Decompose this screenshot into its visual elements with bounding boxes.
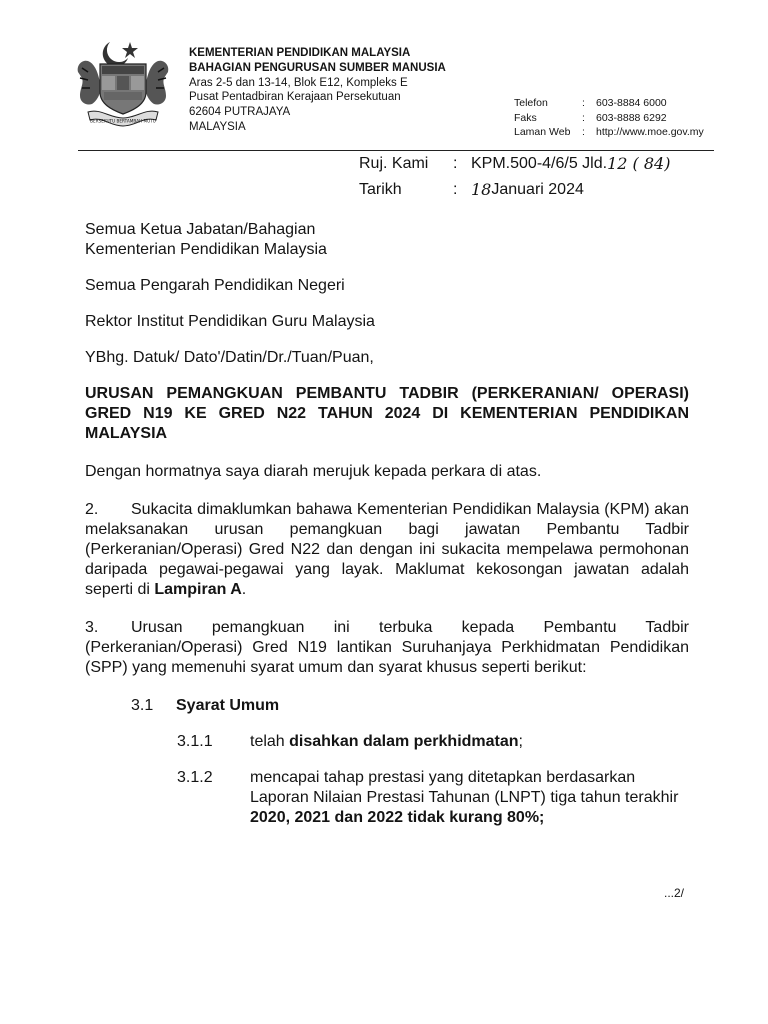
- salutation: YBhg. Datuk/ Dato'/Datin/Dr./Tuan/Puan,: [85, 349, 374, 366]
- date-value: Januari 2024: [491, 181, 584, 198]
- letter-subject: URUSAN PEMANGKUAN PEMBANTU TADBIR (PERKERANIAN/ OPERASI) GRED N19 KE GRED N22 TAHUN 2024 DI KEMENTERIAN PENDIDIKAN MALAYSIA: [85, 385, 689, 442]
- website-link[interactable]: http://www.moe.gov.my: [596, 126, 704, 138]
- contact-website: Laman Web : http://www.moe.gov.my: [514, 126, 704, 138]
- date-row: Tarikh : 18 Januari 2024: [359, 177, 670, 203]
- letter-body: [85, 220, 689, 828]
- reference-number: KPM.500-4/6/5 Jld.: [471, 155, 608, 172]
- recipient-line: Kementerian Pendidikan Malaysia: [85, 241, 327, 258]
- crest-motto: BERSEKUTU BERTAMBAH MUTU: [90, 118, 156, 124]
- address-line: 62604 PUTRAJAYA: [189, 106, 291, 119]
- contact-fax: Faks : 603-8888 6292: [514, 111, 667, 124]
- handwritten-day: 18: [471, 180, 492, 199]
- division-name: BAHAGIAN PENGURUSAN SUMBER MANUSIA: [189, 61, 446, 74]
- attachment-reference: Lampiran A: [154, 581, 242, 598]
- ministry-name: KEMENTERIAN PENDIDIKAN MALAYSIA: [189, 47, 411, 59]
- item-3-1-2: 3.1.2 mencapai tahap prestasi yang ditetapkan berdasarkan Laporan Nilaian Prestasi Tahunan (LNPT) tiga tahun terakhir 2020, 2021 dan 2022 tidak kurang 80%;: [177, 769, 679, 826]
- address-line: Pusat Pentadbiran Kerajaan Persekutuan: [189, 91, 401, 104]
- recipient-line: Semua Ketua Jabatan/Bahagian: [85, 221, 316, 238]
- section-3-1-heading: 3.1 Syarat Umum: [131, 697, 280, 714]
- item-3-1-1: 3.1.1 telah disahkan dalam perkhidmatan;: [177, 733, 523, 750]
- recipient-line: Rektor Institut Pendidikan Guru Malaysia: [85, 313, 375, 330]
- paragraph-2: 2. Sukacita dimaklumkan bahawa Kementerian Pendidikan Malaysia (KPM) akan melaksanakan urusan pemangkuan bagi jawatan Pembantu Tadbir (Perkeranian/Operasi) Gred N22 dan dengan ini sukacita mempelawa permohonan daripada pegawai-pegawai yang layak. Maklumat kekosongan jawatan adalah seperti di Lampiran A.: [85, 501, 689, 598]
- handwritten-reference: 12 ( 84): [607, 154, 671, 173]
- address-line: Aras 2-5 dan 13-14, Blok E12, Kompleks E: [189, 76, 408, 89]
- malaysia-coat-of-arms-icon: [70, 38, 176, 130]
- reference-block: [359, 151, 670, 203]
- reference-number-row: Ruj. Kami : KPM.500-4/6/5 Jld. 12 ( 84): [359, 151, 670, 177]
- paragraph-3: 3. Urusan pemangkuan ini terbuka kepada Pembantu Tadbir (Perkeranian/Operasi) Gred N19 lantikan Suruhanjaya Perkhidmatan Pendidikan (SPP) yang memenuhi syarat umum dan syarat khusus seperti berikut:: [85, 619, 689, 676]
- contact-phone: Telefon : 603-8884 6000: [514, 97, 667, 109]
- page-continuation: ...2/: [664, 886, 685, 900]
- recipient-line: Semua Pengarah Pendidikan Negeri: [85, 277, 345, 294]
- ministry-address: [189, 46, 446, 135]
- opening-paragraph: Dengan hormatnya saya diarah merujuk kepada perkara di atas.: [85, 463, 542, 480]
- address-line: MALAYSIA: [189, 120, 246, 133]
- contact-details: [514, 96, 704, 140]
